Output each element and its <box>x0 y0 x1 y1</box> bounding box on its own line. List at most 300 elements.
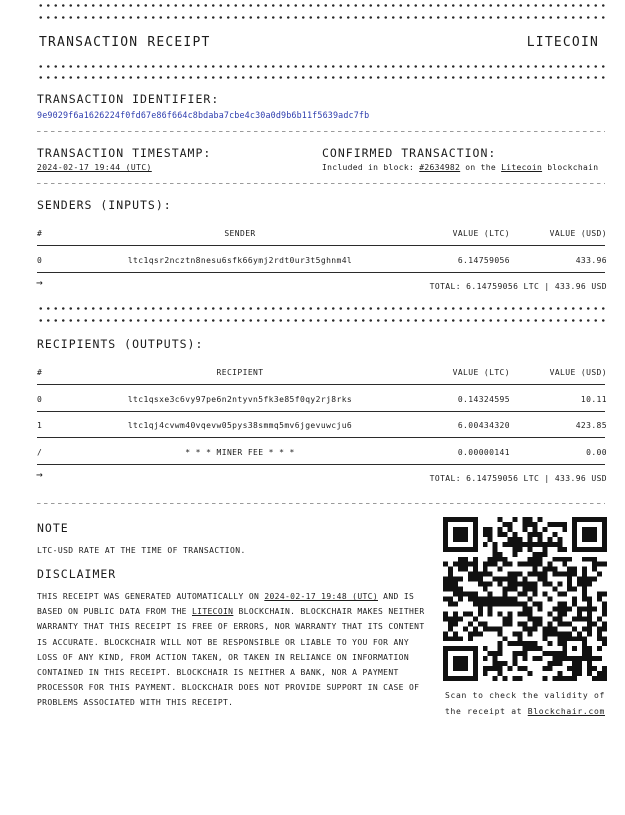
qr-module <box>542 572 547 577</box>
qr-module <box>483 532 488 537</box>
qr-module <box>557 542 562 547</box>
qr-module <box>513 547 518 552</box>
qr-module <box>602 621 607 626</box>
qr-module <box>567 572 572 577</box>
qr-module <box>527 537 532 542</box>
qr-module <box>532 587 537 592</box>
qr-module <box>542 582 547 587</box>
coin-name: LITECOIN <box>526 35 599 50</box>
qr-module <box>527 626 532 631</box>
qr-module <box>468 577 473 582</box>
senders-total: TOTAL: 6.14759056 LTC | 433.96 USD <box>429 282 607 291</box>
table-rule <box>37 272 605 273</box>
qr-module <box>602 636 607 641</box>
qr-module <box>498 597 503 602</box>
qr-module <box>597 592 602 597</box>
qr-module <box>597 616 602 621</box>
qr-module <box>448 621 453 626</box>
qr-module <box>537 537 542 542</box>
qr-module <box>587 601 592 606</box>
qr-module <box>508 587 513 592</box>
qr-module <box>557 592 562 597</box>
qr-module <box>508 666 513 671</box>
qr-module <box>518 537 523 542</box>
qr-module <box>448 616 453 621</box>
qr-module <box>508 601 513 606</box>
qr-module <box>453 616 458 621</box>
qr-module <box>488 606 493 611</box>
qr-module <box>473 577 478 582</box>
qr-module <box>532 621 537 626</box>
col-recipient-header: RECIPIENT <box>216 368 264 377</box>
qr-module <box>523 651 528 656</box>
qr-module <box>523 587 528 592</box>
qr-module <box>483 671 488 676</box>
qr-module <box>468 636 473 641</box>
qr-module <box>527 522 532 527</box>
qr-module <box>523 522 528 527</box>
qr-module <box>463 626 468 631</box>
qr-module <box>602 641 607 646</box>
qr-module <box>513 532 518 537</box>
arrow-right-icon: → <box>36 276 43 289</box>
block-suffix: blockchain <box>547 163 599 172</box>
dashed-divider <box>37 503 605 504</box>
qr-module <box>557 616 562 621</box>
sender-value-ltc: 6.14759056 <box>457 256 510 265</box>
qr-module <box>532 522 537 527</box>
qr-module <box>513 597 518 602</box>
qr-module <box>448 597 453 602</box>
qr-module <box>453 527 468 542</box>
qr-module <box>532 656 537 661</box>
qr-module <box>527 517 532 522</box>
qr-module <box>542 567 547 572</box>
qr-module <box>498 631 503 636</box>
qr-module <box>542 527 547 532</box>
recipient-value-ltc: 0.14324595 <box>457 395 510 404</box>
qr-module <box>562 611 567 616</box>
qr-module <box>468 572 473 577</box>
qr-module <box>513 517 518 522</box>
qr-module <box>562 621 567 626</box>
qr-module <box>597 631 602 636</box>
qr-module <box>463 611 468 616</box>
qr-module <box>547 567 552 572</box>
qr-module <box>488 666 493 671</box>
qr-module <box>527 597 532 602</box>
qr-module <box>527 572 532 577</box>
qr-module <box>523 592 528 597</box>
qr-module <box>503 522 508 527</box>
qr-module <box>552 532 557 537</box>
qr-module <box>498 671 503 676</box>
table-rule <box>37 384 605 385</box>
qr-module <box>527 547 532 552</box>
qr-module <box>587 606 592 611</box>
qr-module <box>597 572 602 577</box>
qr-module <box>498 666 503 671</box>
qr-module <box>542 651 547 656</box>
qr-module <box>532 542 537 547</box>
qr-module <box>483 527 488 532</box>
qr-module <box>527 611 532 616</box>
qr-module <box>602 606 607 611</box>
qr-module <box>483 597 488 602</box>
table-rule <box>37 464 605 465</box>
timestamp-label: TRANSACTION TIMESTAMP: <box>37 146 212 160</box>
qr-module <box>552 676 557 681</box>
qr-module <box>483 656 488 661</box>
qr-module <box>498 601 503 606</box>
qr-module <box>582 616 587 621</box>
col-sender-header: SENDER <box>224 229 256 238</box>
qr-module <box>448 636 453 641</box>
qr-module <box>503 532 508 537</box>
qr-module <box>478 597 483 602</box>
qr-module <box>513 587 518 592</box>
qr-module <box>478 606 483 611</box>
qr-module <box>468 597 473 602</box>
qr-module <box>478 621 483 626</box>
qr-module <box>557 661 562 666</box>
qr-module <box>518 631 523 636</box>
qr-module <box>488 532 493 537</box>
qr-module <box>473 592 478 597</box>
recipient-address-link[interactable]: ltc1qsxe3c6vy97pe6n2ntyvn5fk3e85f0qy2rj8rks <box>127 395 353 404</box>
recipients-total: TOTAL: 6.14759056 LTC | 433.96 USD <box>429 474 607 483</box>
qr-module <box>572 661 577 666</box>
qr-module <box>513 537 518 542</box>
qr-module <box>488 592 493 597</box>
qr-module <box>458 616 463 621</box>
qr-module <box>523 626 528 631</box>
qr-module <box>523 582 528 587</box>
qr-module <box>552 572 557 577</box>
qr-module <box>557 676 562 681</box>
qr-module <box>527 641 532 646</box>
qr-module <box>493 666 498 671</box>
qr-module <box>503 557 508 562</box>
qr-module <box>582 582 587 587</box>
qr-module <box>572 666 577 671</box>
qr-module <box>493 597 498 602</box>
qr-module <box>557 601 562 606</box>
qr-module <box>557 611 562 616</box>
qr-module <box>518 676 523 681</box>
dotted-divider <box>37 76 605 79</box>
qr-module <box>518 572 523 577</box>
qr-module <box>503 621 508 626</box>
qr-module <box>473 557 478 562</box>
qr-module <box>453 636 458 641</box>
qr-module <box>503 661 508 666</box>
qr-module <box>572 601 577 606</box>
qr-module <box>518 621 523 626</box>
qr-module <box>523 656 528 661</box>
recipient-value-ltc: 6.00434320 <box>457 421 510 430</box>
qr-module <box>582 557 587 562</box>
qr-module <box>537 601 542 606</box>
qr-module <box>498 557 503 562</box>
qr-module <box>537 656 542 661</box>
qr-module <box>597 646 602 651</box>
qr-module <box>448 567 453 572</box>
qr-module <box>562 676 567 681</box>
confirmed-label: CONFIRMED TRANSACTION: <box>322 146 497 160</box>
qr-module <box>542 636 547 641</box>
qr-module <box>547 666 552 671</box>
qr-module <box>508 562 513 567</box>
disclaimer-line: THIS RECEIPT WAS GENERATED AUTOMATICALLY ON <box>37 592 260 601</box>
qr-module <box>582 597 587 602</box>
qr-module <box>527 671 532 676</box>
table-rule <box>37 437 605 438</box>
qr-module <box>587 611 592 616</box>
qr-module <box>547 522 552 527</box>
qr-module <box>542 666 547 671</box>
qr-module <box>523 527 528 532</box>
transaction-hash-link[interactable]: 9e9029f6a1626224f0fd67e86f664c8bdaba7cbe4c30a0d9b6b11f5639adc7fb <box>37 110 370 120</box>
qr-module <box>602 601 607 606</box>
qr-module <box>513 542 518 547</box>
qr-module <box>532 572 537 577</box>
qr-module <box>582 567 587 572</box>
qr-module <box>587 666 592 671</box>
fee-row-index: / <box>37 448 43 457</box>
qr-module <box>508 611 513 616</box>
qr-module <box>532 641 537 646</box>
qr-module <box>503 601 508 606</box>
qr-module <box>537 572 542 577</box>
qr-module <box>503 676 508 681</box>
qr-module <box>547 651 552 656</box>
block-middle: on the <box>465 163 496 172</box>
dotted-divider <box>37 319 605 322</box>
qr-module <box>562 601 567 606</box>
qr-module <box>537 616 542 621</box>
qr-module <box>513 661 518 666</box>
qr-module <box>518 592 523 597</box>
qr-module <box>483 621 488 626</box>
qr-module <box>587 646 592 651</box>
qr-module <box>597 636 602 641</box>
qr-module <box>527 542 532 547</box>
qr-module <box>532 626 537 631</box>
qr-module <box>443 597 448 602</box>
col-usd-header: VALUE (USD) <box>549 229 607 238</box>
qr-module <box>567 621 572 626</box>
qr-module <box>552 616 557 621</box>
qr-module <box>478 572 483 577</box>
qr-module <box>488 597 493 602</box>
dashed-divider <box>37 131 605 132</box>
qr-module <box>527 587 532 592</box>
qr-module <box>537 577 542 582</box>
qr-module <box>557 557 562 562</box>
qr-module <box>557 636 562 641</box>
disclaimer-line: CONTAINED IN THIS RECEIPT. BLOCKCHAIR IS NEITHER A BANK, NOR A PAYMENT <box>37 668 399 678</box>
qr-module <box>562 547 567 552</box>
qr-module <box>503 542 508 547</box>
qr-module <box>483 582 488 587</box>
qr-module <box>532 616 537 621</box>
qr-module <box>557 631 562 636</box>
disclaimer-line: BLOCKCHAIN. BLOCKCHAIR MAKES NEITHER <box>238 607 425 617</box>
qr-module <box>508 582 513 587</box>
miner-fee-label: * * * MINER FEE * * * <box>185 448 295 457</box>
qr-module <box>458 557 463 562</box>
block-number-link[interactable]: #2634982 <box>419 163 461 172</box>
sender-address-link[interactable]: ltc1qsr2ncztn8nesu6sfk66ymj2rdt0ur3t5ghnm4l <box>127 256 353 265</box>
qr-module <box>453 562 458 567</box>
qr-module <box>498 641 503 646</box>
qr-module <box>523 601 528 606</box>
qr-module <box>483 601 488 606</box>
qr-module <box>557 651 562 656</box>
qr-module <box>557 582 562 587</box>
qr-module <box>458 592 463 597</box>
qr-module <box>547 626 552 631</box>
qr-module <box>602 676 607 681</box>
disclaimer-line: IS ACCURATE. BLOCKCHAIR WILL NOT BE RESPONSIBLE OR LIABLE TO YOU FOR ANY <box>37 637 409 647</box>
qr-module <box>498 646 503 651</box>
qr-module <box>463 592 468 597</box>
qr-module <box>443 562 448 567</box>
litecoin-link[interactable]: LITECOIN <box>192 607 234 617</box>
qr-module <box>532 562 537 567</box>
qr-module <box>518 641 523 646</box>
qr-module <box>493 577 498 582</box>
disclaimer-heading: DISCLAIMER <box>37 567 117 581</box>
blockchair-link[interactable]: Blockchair.com <box>527 707 605 716</box>
qr-module <box>577 616 582 621</box>
qr-module <box>592 606 597 611</box>
recipient-value-usd: 423.85 <box>575 421 607 430</box>
qr-module <box>557 547 562 552</box>
qr-module <box>542 577 547 582</box>
qr-module <box>587 582 592 587</box>
disclaimer-line: PROBLEMS ASSOCIATED WITH THIS RECEIPT. <box>37 698 234 708</box>
qr-module <box>562 592 567 597</box>
qr-module <box>518 582 523 587</box>
blockchain-link[interactable]: Litecoin <box>501 163 543 172</box>
dotted-divider <box>37 65 605 68</box>
generated-date: 2024-02-17 19:48 (UTC) <box>264 592 378 601</box>
col-usd-header: VALUE (USD) <box>549 368 607 377</box>
qr-module <box>567 631 572 636</box>
recipient-row-index: 1 <box>37 421 43 430</box>
qr-module <box>587 626 592 631</box>
qr-module <box>513 631 518 636</box>
qr-module <box>542 631 547 636</box>
qr-module <box>602 562 607 567</box>
qr-module <box>557 671 562 676</box>
qr-module <box>552 557 557 562</box>
qr-module <box>513 577 518 582</box>
qr-module <box>453 601 458 606</box>
qr-module <box>508 621 513 626</box>
qr-module <box>453 592 458 597</box>
qr-module <box>587 631 592 636</box>
qr-module <box>542 626 547 631</box>
qr-module <box>587 621 592 626</box>
qr-module <box>587 661 592 666</box>
qr-code-icon[interactable] <box>443 517 607 681</box>
qr-module <box>518 611 523 616</box>
qr-module <box>523 606 528 611</box>
qr-module <box>577 631 582 636</box>
qr-module <box>508 527 513 532</box>
timestamp-value: 2024-02-17 19:44 (UTC) <box>37 163 152 172</box>
qr-module <box>532 582 537 587</box>
qr-module <box>567 582 572 587</box>
qr-module <box>498 611 503 616</box>
qr-module <box>552 661 557 666</box>
qr-module <box>488 562 493 567</box>
qr-module <box>468 611 473 616</box>
qr-module <box>532 552 537 557</box>
col-ltc-header: VALUE (LTC) <box>452 229 510 238</box>
block-prefix: Included in block: <box>322 163 415 172</box>
recipient-address-link[interactable]: ltc1qj4cvwm40vqevw05pys38smmq5mv6jgevuwcju6 <box>127 421 353 430</box>
qr-module <box>562 562 567 567</box>
qr-module <box>473 601 478 606</box>
qr-module <box>493 547 498 552</box>
qr-module <box>557 606 562 611</box>
qr-module <box>453 577 458 582</box>
qr-module <box>582 606 587 611</box>
qr-module <box>567 587 572 592</box>
qr-module <box>532 527 537 532</box>
receipt-title: TRANSACTION RECEIPT <box>39 35 211 50</box>
qr-module <box>513 641 518 646</box>
qr-caption-line2 <box>440 707 610 716</box>
qr-module <box>488 626 493 631</box>
qr-module <box>473 572 478 577</box>
qr-module <box>498 661 503 666</box>
qr-module <box>567 676 572 681</box>
qr-module <box>443 587 448 592</box>
sender-row-index: 0 <box>37 256 43 265</box>
qr-module <box>537 562 542 567</box>
qr-module <box>453 611 458 616</box>
qr-module <box>562 527 567 532</box>
qr-module <box>448 626 453 631</box>
qr-module <box>572 671 577 676</box>
qr-module <box>508 641 513 646</box>
qr-module <box>572 597 577 602</box>
qr-module <box>523 517 528 522</box>
qr-module <box>547 661 552 666</box>
qr-module <box>537 542 542 547</box>
qr-module <box>572 587 577 592</box>
col-index-header: # <box>37 229 43 238</box>
recipient-row-index: 0 <box>37 395 43 404</box>
qr-module <box>552 626 557 631</box>
qr-module <box>488 537 493 542</box>
qr-module <box>572 676 577 681</box>
qr-module <box>508 597 513 602</box>
qr-module <box>537 517 542 522</box>
qr-module <box>547 597 552 602</box>
qr-module <box>468 562 473 567</box>
qr-module <box>443 631 448 636</box>
qr-module <box>592 557 597 562</box>
qr-module <box>542 542 547 547</box>
qr-module <box>587 651 592 656</box>
qr-module <box>483 542 488 547</box>
